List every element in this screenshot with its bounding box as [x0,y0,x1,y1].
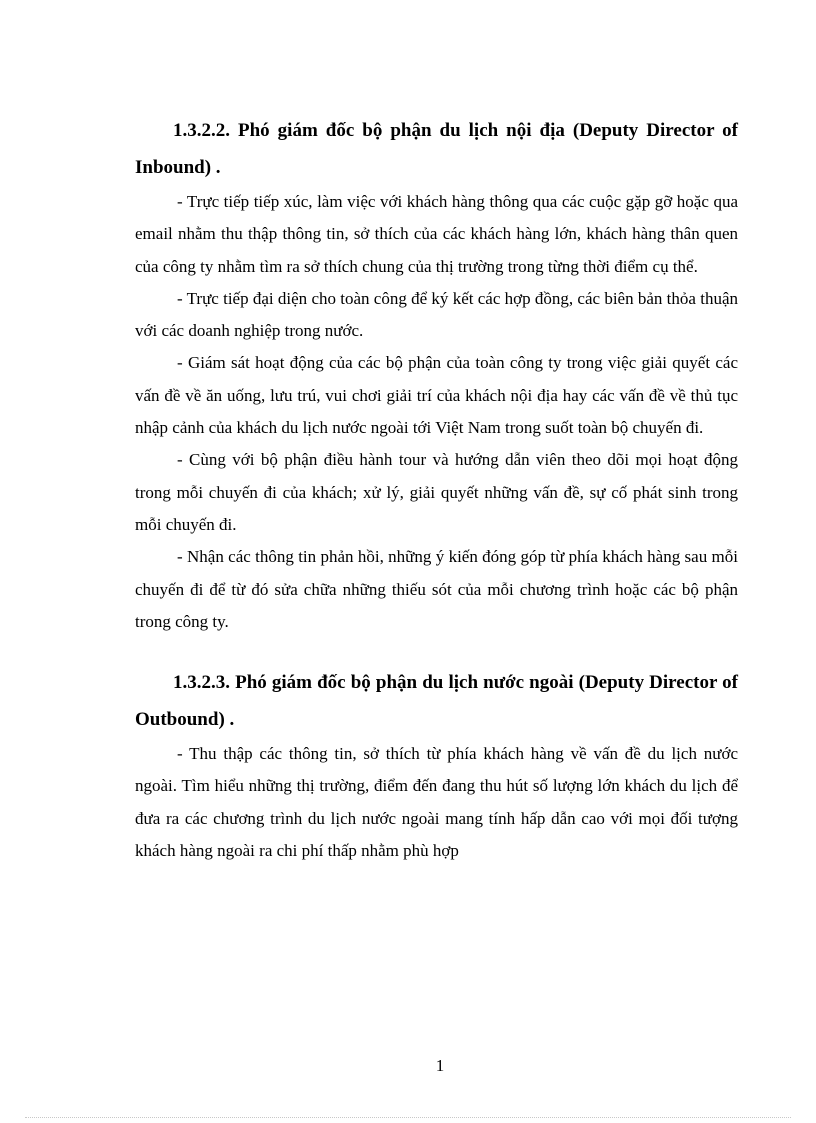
section-spacer [135,638,738,664]
page-number: 1 [435,1056,445,1075]
paragraph: - Thu thập các thông tin, sở thích từ phía khách hàng về vấn đề du lịch nước ngoài. Tìm hiểu những thị trường, điểm đến đang thu hút số lượng lớn khách du lịch để đưa ra các chương trình du lịch nước ngoài mang tính hấp dẫn cao với mọi đối tượng khách hàng ngoài ra chi phí thấp nhằm phù hợp [135,744,738,861]
paragraph: - Cùng với bộ phận điều hành tour và hướng dẫn viên theo dõi mọi hoạt động trong mỗi chuyến đi của khách; xử lý, giải quyết những vấn đề, sự cố phát sinh trong mỗi chuyến đi. [135,450,738,534]
section-heading-1-3-2-3: 1.3.2.3. Phó giám đốc bộ phận du lịch nước ngoài (Deputy Director of Outbound) . [135,672,738,731]
paragraph: - Trực tiếp đại diện cho toàn công để ký kết các hợp đồng, các biên bản thỏa thuận với các doanh nghiệp trong nước. [135,288,738,341]
page-bottom-divider [25,1117,791,1118]
section-heading-1-3-2-2: 1.3.2.2. Phó giám đốc bộ phận du lịch nội địa (Deputy Director of Inbound) . [135,120,738,178]
page-content [135,112,738,867]
paragraph: - Giám sát hoạt động của các bộ phận của toàn công ty trong việc giải quyết các vấn đề về ăn uống, lưu trú, vui chơi giải trí của khách nội địa hay các vấn đề về thủ tục nhập cảnh của khách du lịch nước ngoài tới Việt Nam trong suốt toàn bộ chuyến đi. [135,353,738,438]
paragraph: - Nhận các thông tin phản hồi, những ý kiến đóng góp từ phía khách hàng sau mỗi chuyến đi để từ đó sửa chữa những thiếu sót của mỗi chương trình hoặc các bộ phận trong công ty. [135,547,738,631]
paragraph: - Trực tiếp tiếp xúc, làm việc với khách hàng thông qua các cuộc gặp gỡ hoặc qua email nhằm thu thập thông tin, sở thích của các khách hàng lớn, khách hàng thân quen của công ty nhằm tìm ra sở thích chung của thị trường trong từng thời điểm cụ thể. [135,192,738,276]
